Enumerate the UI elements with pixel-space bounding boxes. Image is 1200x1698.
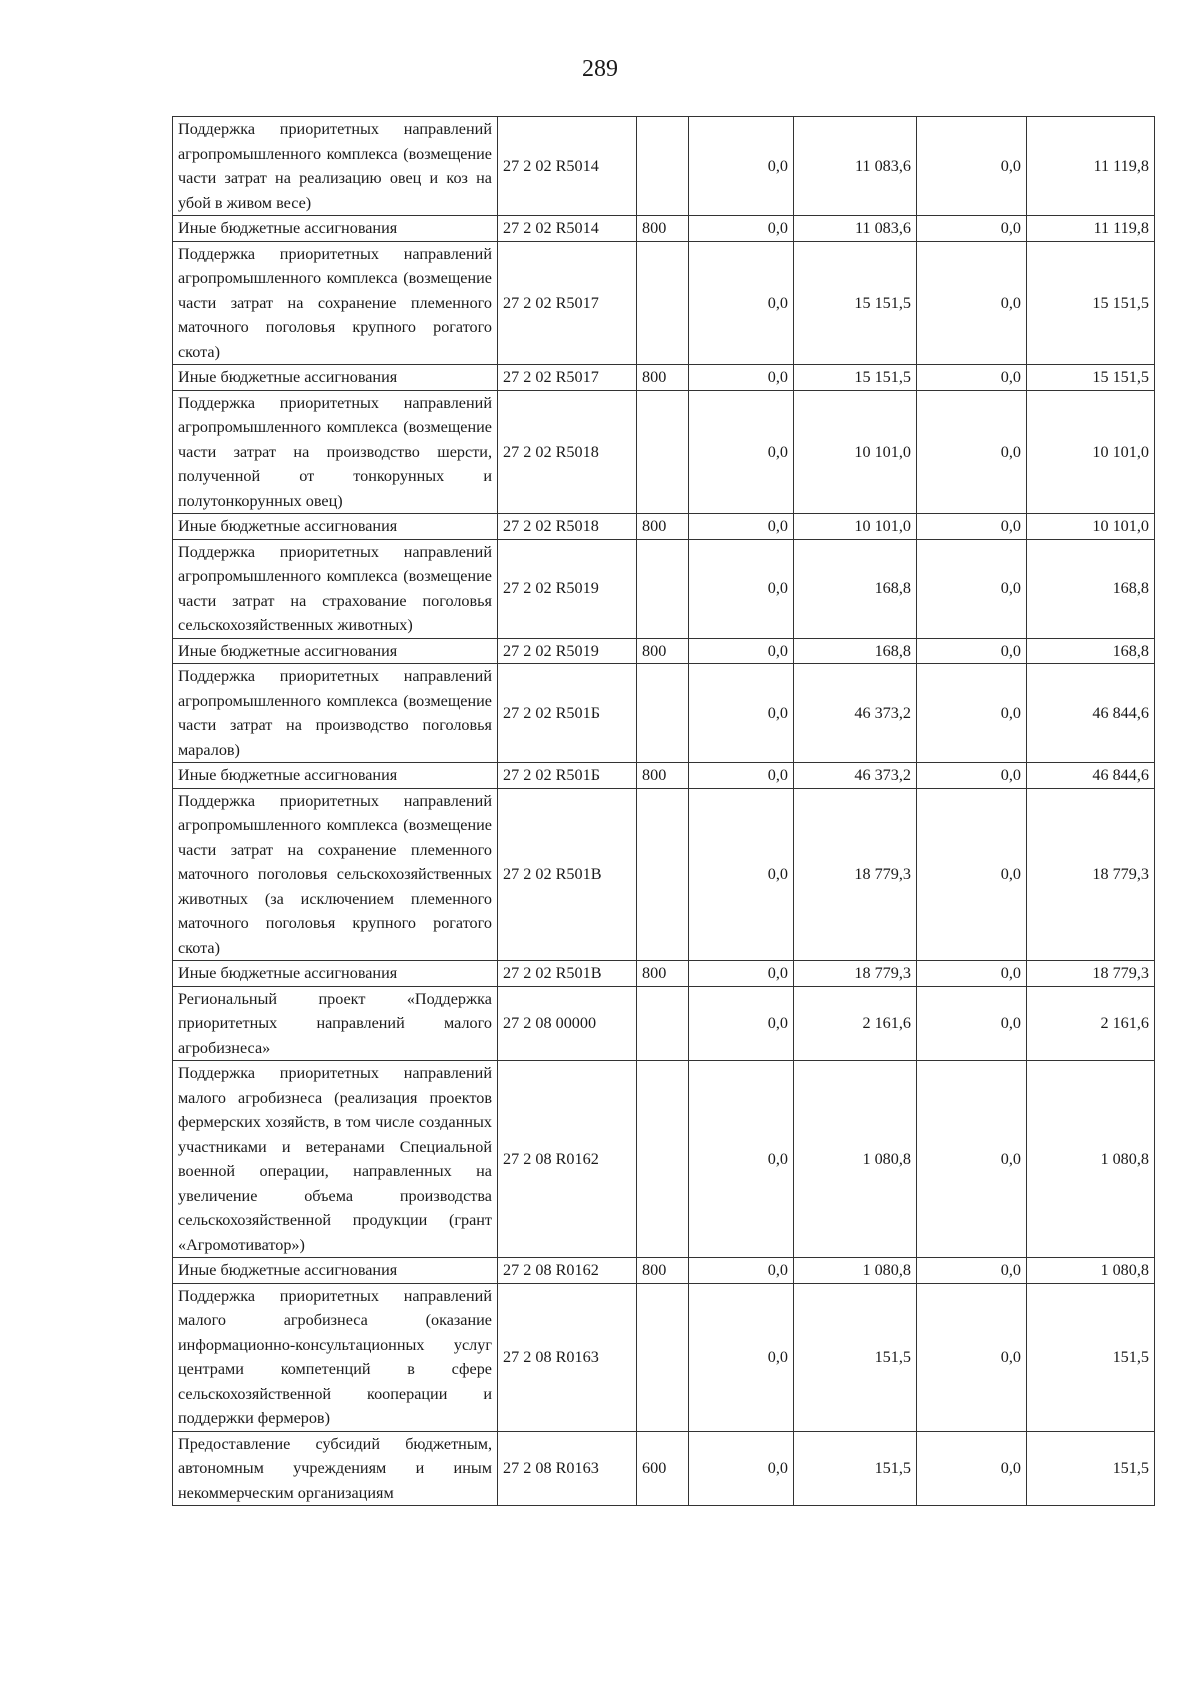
item-name-cell: Поддержка приоритетных направлений малого агробизнеса (реализация проектов фермерских хозяйств, в том числе созданных участниками и ветеранами Специальной военной операции, направленных на увеличение объема производства сельскохозяйственной продукции (грант «Агромотиватор») (173, 1061, 498, 1258)
expense-type-cell (637, 1283, 689, 1431)
amount-4-cell: 18 779,3 (1027, 788, 1155, 961)
target-article-cell: 27 2 02 R5014 (498, 117, 637, 216)
expense-type-cell: 800 (637, 763, 689, 789)
amount-3-cell: 0,0 (917, 961, 1027, 987)
table-row (173, 117, 1155, 216)
item-name-cell: Поддержка приоритетных направлений агропромышленного комплекса (возмещение части затрат на производство поголовья маралов) (173, 664, 498, 763)
amount-3-cell: 0,0 (917, 788, 1027, 961)
amount-1-cell: 0,0 (689, 1283, 794, 1431)
amount-2-cell: 11 083,6 (794, 216, 917, 242)
target-article-cell: 27 2 08 R0162 (498, 1061, 637, 1258)
amount-4-cell: 168,8 (1027, 638, 1155, 664)
amount-1-cell: 0,0 (689, 539, 794, 638)
amount-4-cell: 151,5 (1027, 1283, 1155, 1431)
expense-type-cell (637, 539, 689, 638)
amount-3-cell: 0,0 (917, 117, 1027, 216)
item-name-cell: Региональный проект «Поддержка приоритетных направлений малого агробизнеса» (173, 986, 498, 1061)
table-row (173, 241, 1155, 365)
amount-2-cell: 2 161,6 (794, 986, 917, 1061)
amount-3-cell: 0,0 (917, 1061, 1027, 1258)
expense-type-cell: 800 (637, 365, 689, 391)
budget-table-body (173, 117, 1155, 1506)
target-article-cell: 27 2 02 R501В (498, 788, 637, 961)
expense-type-cell: 800 (637, 961, 689, 987)
target-article-cell: 27 2 02 R501Б (498, 664, 637, 763)
amount-1-cell: 0,0 (689, 241, 794, 365)
amount-2-cell: 15 151,5 (794, 241, 917, 365)
amount-2-cell: 1 080,8 (794, 1061, 917, 1258)
target-article-cell: 27 2 02 R5018 (498, 514, 637, 540)
amount-3-cell: 0,0 (917, 763, 1027, 789)
amount-1-cell: 0,0 (689, 1061, 794, 1258)
item-name-cell: Поддержка приоритетных направлений агропромышленного комплекса (возмещение части затрат на реализацию овец и коз на убой в живом весе) (173, 117, 498, 216)
amount-1-cell: 0,0 (689, 986, 794, 1061)
table-row (173, 1283, 1155, 1431)
item-name-cell: Предоставление субсидий бюджетным, автономным учреждениям и иным некоммерческим организациям (173, 1431, 498, 1506)
amount-2-cell: 46 373,2 (794, 763, 917, 789)
amount-1-cell: 0,0 (689, 1258, 794, 1284)
expense-type-cell: 800 (637, 514, 689, 540)
expense-type-cell (637, 241, 689, 365)
amount-3-cell: 0,0 (917, 539, 1027, 638)
table-row (173, 539, 1155, 638)
table-row (173, 763, 1155, 789)
expense-type-cell: 600 (637, 1431, 689, 1506)
amount-4-cell: 168,8 (1027, 539, 1155, 638)
amount-4-cell: 15 151,5 (1027, 241, 1155, 365)
amount-3-cell: 0,0 (917, 390, 1027, 514)
amount-2-cell: 18 779,3 (794, 961, 917, 987)
item-name-cell: Иные бюджетные ассигнования (173, 1258, 498, 1284)
target-article-cell: 27 2 08 R0162 (498, 1258, 637, 1284)
amount-1-cell: 0,0 (689, 514, 794, 540)
item-name-cell: Иные бюджетные ассигнования (173, 763, 498, 789)
target-article-cell: 27 2 02 R501Б (498, 763, 637, 789)
amount-1-cell: 0,0 (689, 664, 794, 763)
amount-3-cell: 0,0 (917, 638, 1027, 664)
table-row (173, 986, 1155, 1061)
amount-4-cell: 1 080,8 (1027, 1258, 1155, 1284)
amount-1-cell: 0,0 (689, 961, 794, 987)
amount-1-cell: 0,0 (689, 788, 794, 961)
amount-3-cell: 0,0 (917, 1283, 1027, 1431)
page-number: 289 (582, 56, 618, 82)
amount-1-cell: 0,0 (689, 763, 794, 789)
amount-3-cell: 0,0 (917, 514, 1027, 540)
amount-4-cell: 151,5 (1027, 1431, 1155, 1506)
expense-type-cell (637, 390, 689, 514)
item-name-cell: Иные бюджетные ассигнования (173, 514, 498, 540)
table-row (173, 961, 1155, 987)
amount-2-cell: 10 101,0 (794, 390, 917, 514)
expense-type-cell: 800 (637, 216, 689, 242)
amount-4-cell: 11 119,8 (1027, 117, 1155, 216)
target-article-cell: 27 2 08 00000 (498, 986, 637, 1061)
table-row (173, 1061, 1155, 1258)
item-name-cell: Иные бюджетные ассигнования (173, 365, 498, 391)
target-article-cell: 27 2 02 R5014 (498, 216, 637, 242)
target-article-cell: 27 2 08 R0163 (498, 1431, 637, 1506)
target-article-cell: 27 2 02 R5017 (498, 365, 637, 391)
amount-3-cell: 0,0 (917, 1258, 1027, 1284)
item-name-cell: Поддержка приоритетных направлений агропромышленного комплекса (возмещение части затрат на сохранение племенного маточного поголовья сельскохозяйственных животных (за исключением племенного маточного поголовья крупного рогатого скота) (173, 788, 498, 961)
amount-4-cell: 46 844,6 (1027, 664, 1155, 763)
table-row (173, 638, 1155, 664)
amount-1-cell: 0,0 (689, 1431, 794, 1506)
table-row (173, 390, 1155, 514)
amount-2-cell: 151,5 (794, 1431, 917, 1506)
table-row (173, 216, 1155, 242)
expense-type-cell (637, 1061, 689, 1258)
item-name-cell: Иные бюджетные ассигнования (173, 638, 498, 664)
table-row (173, 365, 1155, 391)
expense-type-cell: 800 (637, 1258, 689, 1284)
item-name-cell: Поддержка приоритетных направлений агропромышленного комплекса (возмещение части затрат на сохранение племенного маточного поголовья крупного рогатого скота) (173, 241, 498, 365)
amount-2-cell: 1 080,8 (794, 1258, 917, 1284)
amount-1-cell: 0,0 (689, 216, 794, 242)
amount-4-cell: 10 101,0 (1027, 514, 1155, 540)
expense-type-cell (637, 788, 689, 961)
item-name-cell: Иные бюджетные ассигнования (173, 961, 498, 987)
expense-type-cell: 800 (637, 638, 689, 664)
amount-3-cell: 0,0 (917, 664, 1027, 763)
amount-4-cell: 2 161,6 (1027, 986, 1155, 1061)
amount-2-cell: 168,8 (794, 539, 917, 638)
amount-4-cell: 18 779,3 (1027, 961, 1155, 987)
table-row (173, 664, 1155, 763)
amount-3-cell: 0,0 (917, 241, 1027, 365)
amount-3-cell: 0,0 (917, 365, 1027, 391)
item-name-cell: Поддержка приоритетных направлений агропромышленного комплекса (возмещение части затрат на производство шерсти, полученной от тонкорунных и полутонкорунных овец) (173, 390, 498, 514)
amount-2-cell: 15 151,5 (794, 365, 917, 391)
budget-table (172, 116, 1155, 1506)
amount-3-cell: 0,0 (917, 216, 1027, 242)
amount-1-cell: 0,0 (689, 638, 794, 664)
target-article-cell: 27 2 02 R501В (498, 961, 637, 987)
amount-4-cell: 11 119,8 (1027, 216, 1155, 242)
item-name-cell: Поддержка приоритетных направлений агропромышленного комплекса (возмещение части затрат на страхование поголовья сельскохозяйственных животных) (173, 539, 498, 638)
amount-1-cell: 0,0 (689, 365, 794, 391)
amount-4-cell: 1 080,8 (1027, 1061, 1155, 1258)
amount-2-cell: 151,5 (794, 1283, 917, 1431)
amount-2-cell: 18 779,3 (794, 788, 917, 961)
amount-2-cell: 10 101,0 (794, 514, 917, 540)
amount-2-cell: 11 083,6 (794, 117, 917, 216)
amount-4-cell: 10 101,0 (1027, 390, 1155, 514)
expense-type-cell (637, 986, 689, 1061)
item-name-cell: Иные бюджетные ассигнования (173, 216, 498, 242)
amount-2-cell: 46 373,2 (794, 664, 917, 763)
item-name-cell: Поддержка приоритетных направлений малого агробизнеса (оказание информационно-консультационных услуг центрами компетенций в сфере сельскохозяйственной кооперации и поддержки фермеров) (173, 1283, 498, 1431)
amount-1-cell: 0,0 (689, 390, 794, 514)
amount-4-cell: 46 844,6 (1027, 763, 1155, 789)
target-article-cell: 27 2 02 R5019 (498, 539, 637, 638)
target-article-cell: 27 2 02 R5019 (498, 638, 637, 664)
amount-2-cell: 168,8 (794, 638, 917, 664)
expense-type-cell (637, 117, 689, 216)
target-article-cell: 27 2 08 R0163 (498, 1283, 637, 1431)
amount-4-cell: 15 151,5 (1027, 365, 1155, 391)
amount-3-cell: 0,0 (917, 986, 1027, 1061)
expense-type-cell (637, 664, 689, 763)
table-row (173, 514, 1155, 540)
target-article-cell: 27 2 02 R5018 (498, 390, 637, 514)
amount-1-cell: 0,0 (689, 117, 794, 216)
table-row (173, 1258, 1155, 1284)
table-row (173, 788, 1155, 961)
table-row (173, 1431, 1155, 1506)
target-article-cell: 27 2 02 R5017 (498, 241, 637, 365)
amount-3-cell: 0,0 (917, 1431, 1027, 1506)
